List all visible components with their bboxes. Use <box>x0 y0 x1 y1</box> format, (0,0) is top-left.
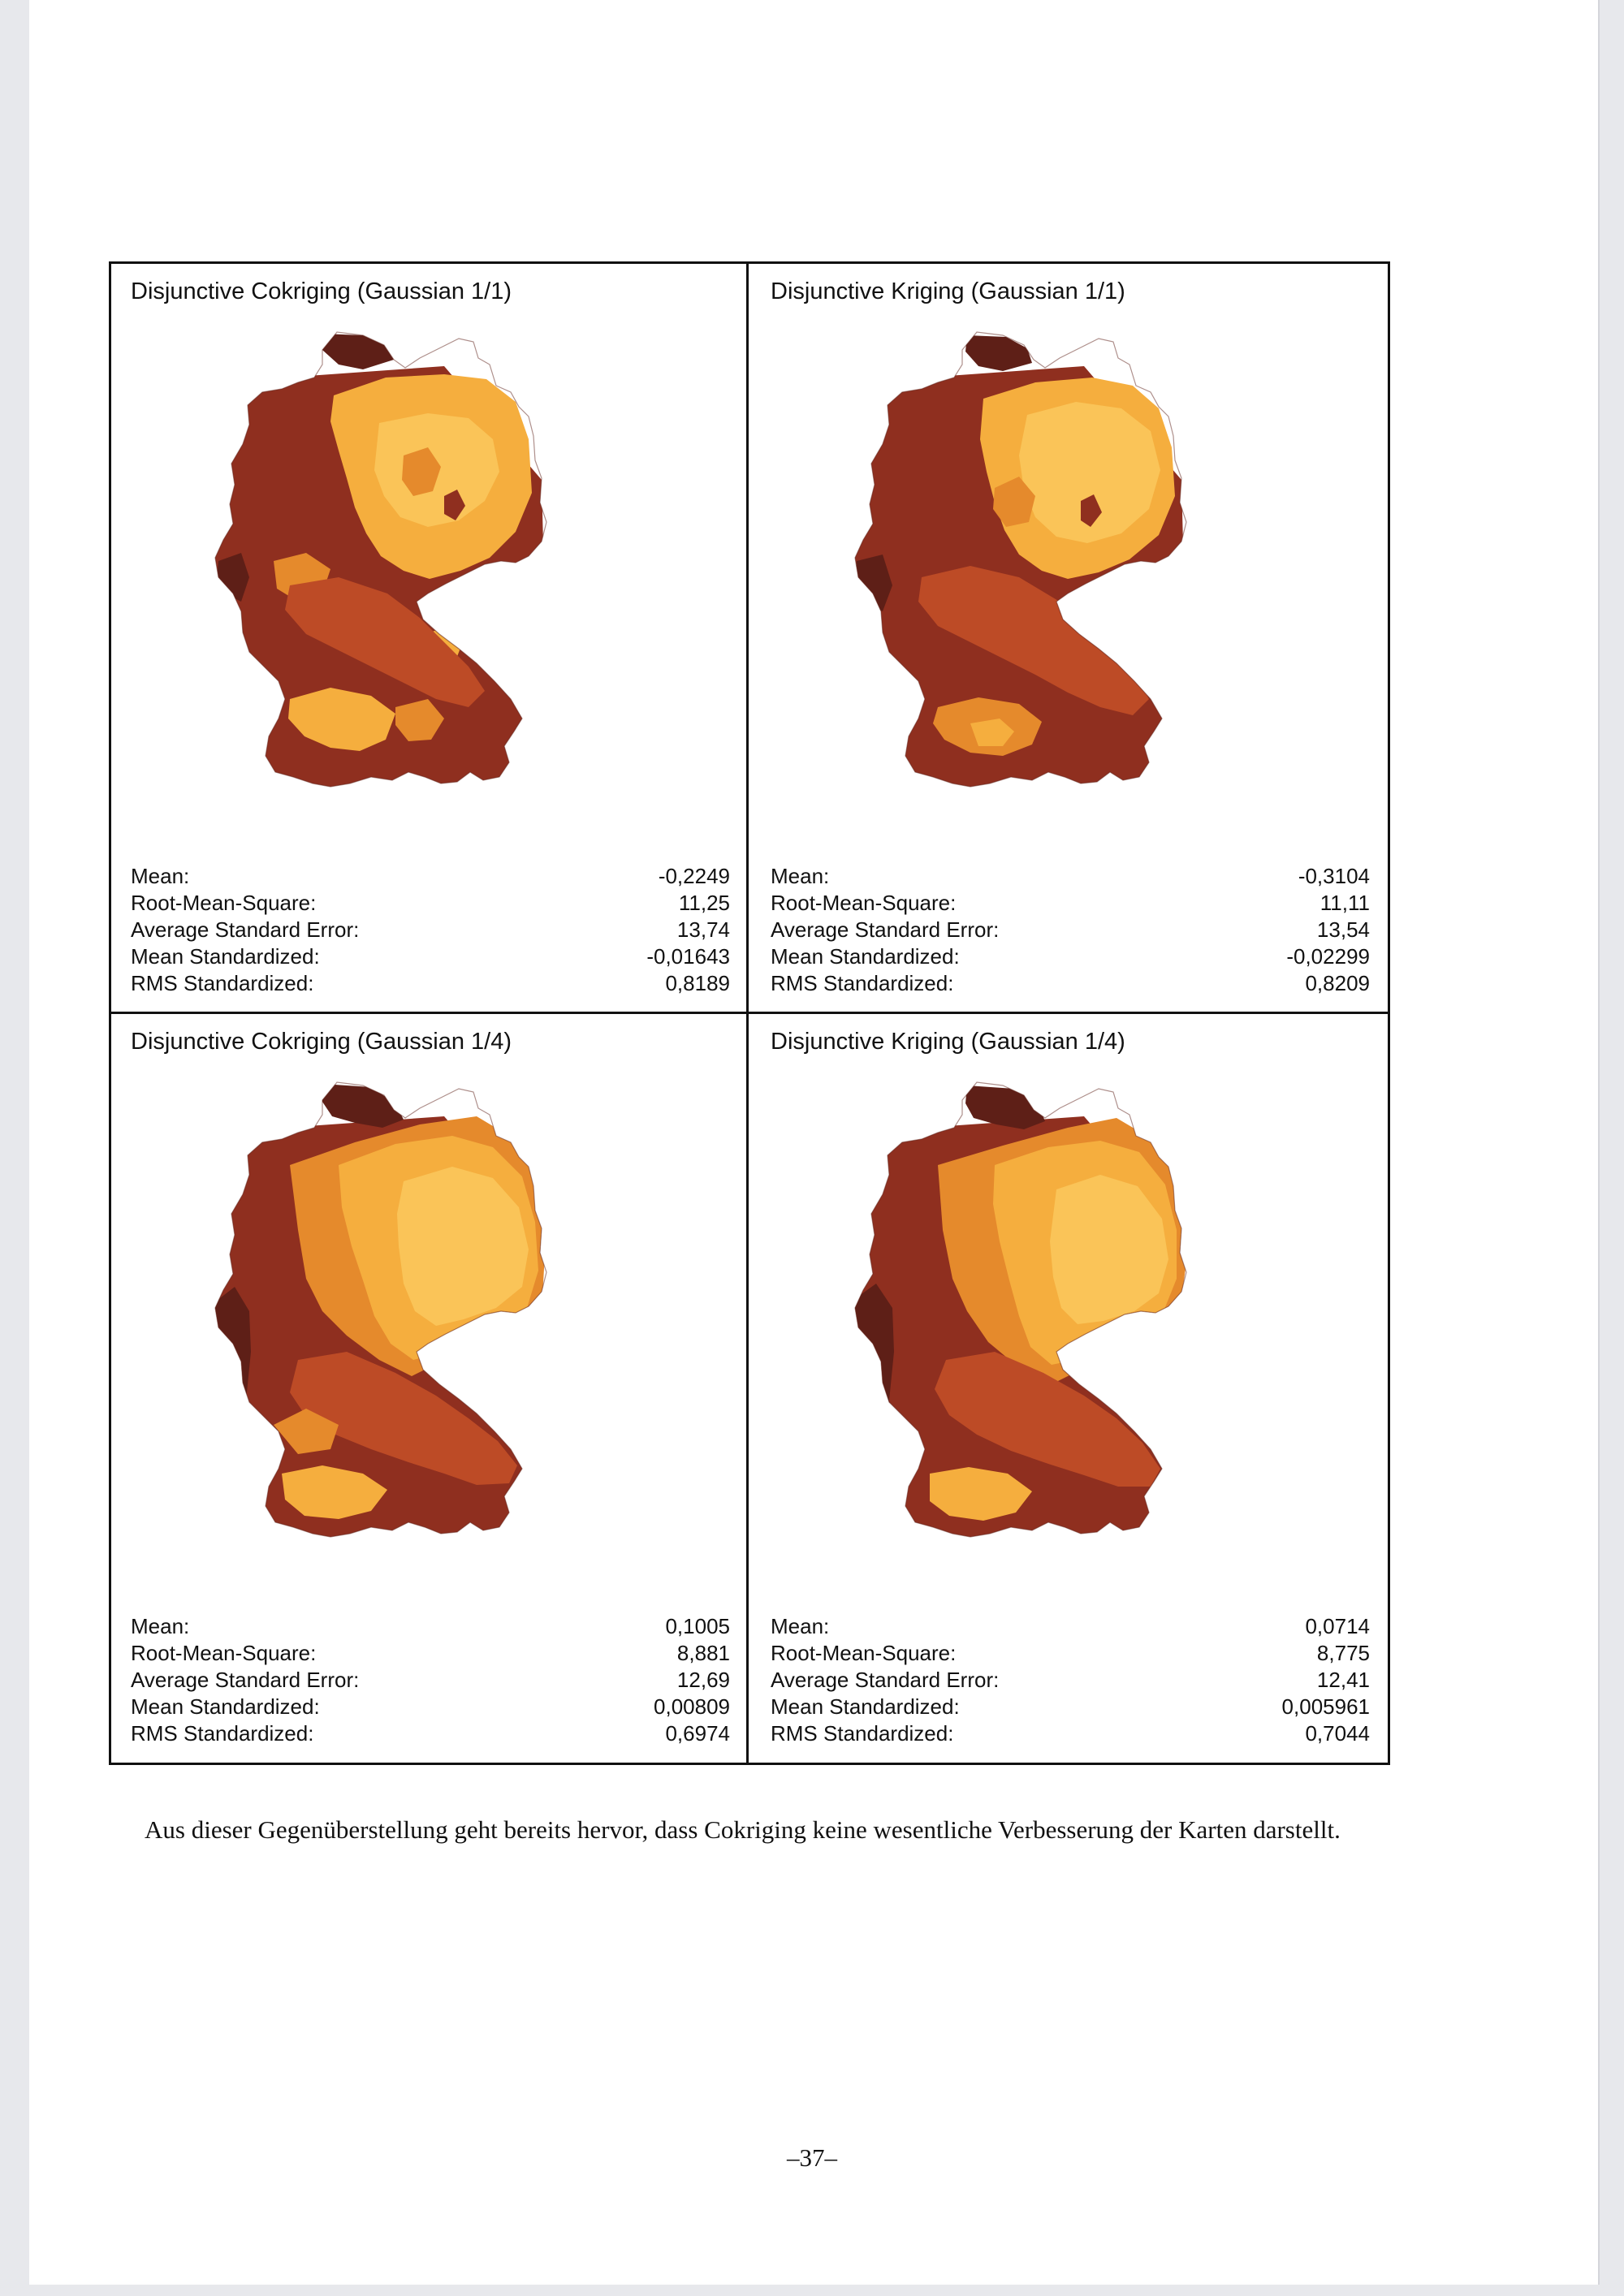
stat-row <box>131 1694 730 1720</box>
map-panel <box>751 1014 1384 1759</box>
stat-label: Average Standard Error: <box>771 917 1000 942</box>
stat-row <box>771 890 1370 917</box>
stat-value: 0,1005 <box>665 1614 730 1638</box>
germany-map <box>840 317 1263 845</box>
stat-row <box>131 943 730 970</box>
stats-table <box>771 1613 1370 1747</box>
stat-label: Mean Standardized: <box>771 944 960 969</box>
stat-value: -0,02299 <box>1286 944 1370 969</box>
stat-row <box>771 1640 1370 1667</box>
stat-value: 11,25 <box>678 891 730 915</box>
map-color-zones <box>849 1085 1190 1555</box>
map-panel <box>111 264 745 1009</box>
stats-table <box>131 863 730 997</box>
stat-label: Mean: <box>771 864 830 888</box>
stat-value: 8,881 <box>676 1641 730 1665</box>
stat-label: Root-Mean-Square: <box>771 1641 957 1665</box>
stat-label: Root-Mean-Square: <box>131 1641 317 1665</box>
stat-value: 0,8209 <box>1305 971 1370 995</box>
stat-row <box>771 1720 1370 1747</box>
stat-label: Root-Mean-Square: <box>771 891 957 915</box>
stat-row <box>131 890 730 917</box>
stat-label: Average Standard Error: <box>131 1668 360 1692</box>
germany-map <box>840 1068 1263 1595</box>
stat-value: 12,41 <box>1316 1668 1370 1692</box>
stat-row <box>771 970 1370 997</box>
stat-value: 12,69 <box>676 1668 730 1692</box>
stat-label: Average Standard Error: <box>131 917 360 942</box>
stat-row <box>771 943 1370 970</box>
stat-value: 0,8189 <box>665 971 730 995</box>
stat-row <box>771 1613 1370 1640</box>
stat-value: 13,54 <box>1316 917 1370 942</box>
stat-row <box>131 970 730 997</box>
caption-text: Aus dieser Gegenüberstellung geht bereits hervor, dass Cokriging keine wesentliche Verbesserung der Karten darstellt. <box>145 1815 1341 1844</box>
panel-title: Disjunctive Cokriging (Gaussian 1/4) <box>131 1029 512 1055</box>
stat-label: Mean: <box>131 1614 190 1638</box>
stat-row <box>771 917 1370 943</box>
stat-value: 0,6974 <box>665 1721 730 1746</box>
map-color-zones <box>849 335 1190 805</box>
germany-map <box>201 1068 623 1595</box>
panel-title: Disjunctive Kriging (Gaussian 1/4) <box>771 1029 1125 1055</box>
map-panel <box>111 1014 745 1759</box>
page-number: –37– <box>787 2143 837 2172</box>
map-color-zones <box>209 334 550 805</box>
stat-label: Mean Standardized: <box>771 1694 960 1719</box>
stat-value: -0,3104 <box>1298 864 1370 888</box>
stat-label: RMS Standardized: <box>131 971 314 995</box>
stat-row <box>131 1667 730 1694</box>
germany-map <box>201 317 623 845</box>
stat-label: Mean Standardized: <box>131 1694 320 1719</box>
map-zone-darkest <box>965 1085 1045 1129</box>
stat-row <box>131 917 730 943</box>
stat-label: Mean Standardized: <box>131 944 320 969</box>
stat-value: 13,74 <box>676 917 730 942</box>
stat-value: 0,7044 <box>1305 1721 1370 1746</box>
stat-row <box>131 1720 730 1747</box>
stat-value: 0,00809 <box>654 1694 730 1719</box>
stat-value: 0,005961 <box>1281 1694 1370 1719</box>
stat-label: Root-Mean-Square: <box>131 891 317 915</box>
stat-label: RMS Standardized: <box>131 1721 314 1746</box>
stat-value: 8,775 <box>1316 1641 1370 1665</box>
stat-row <box>131 1640 730 1667</box>
stat-row <box>771 863 1370 890</box>
stat-row <box>771 1694 1370 1720</box>
stat-label: Mean: <box>131 864 190 888</box>
stat-label: RMS Standardized: <box>771 971 954 995</box>
stat-value: -0,2249 <box>658 864 730 888</box>
stat-row <box>131 1613 730 1640</box>
stat-value: -0,01643 <box>646 944 730 969</box>
stat-label: RMS Standardized: <box>771 1721 954 1746</box>
stat-label: Mean: <box>771 1614 830 1638</box>
stat-row <box>771 1667 1370 1694</box>
figure-grid <box>109 261 1390 1765</box>
stat-value: 11,11 <box>1320 891 1370 915</box>
panel-title: Disjunctive Cokriging (Gaussian 1/1) <box>131 278 512 304</box>
stats-table <box>131 1613 730 1747</box>
map-color-zones <box>209 1084 550 1555</box>
stat-row <box>131 863 730 890</box>
stats-table <box>771 863 1370 997</box>
map-zone-darkest <box>965 335 1032 371</box>
map-zone-darkest <box>322 334 394 369</box>
stat-value: 0,0714 <box>1305 1614 1370 1638</box>
stat-label: Average Standard Error: <box>771 1668 1000 1692</box>
panel-title: Disjunctive Kriging (Gaussian 1/1) <box>771 278 1125 304</box>
map-panel <box>751 264 1384 1009</box>
